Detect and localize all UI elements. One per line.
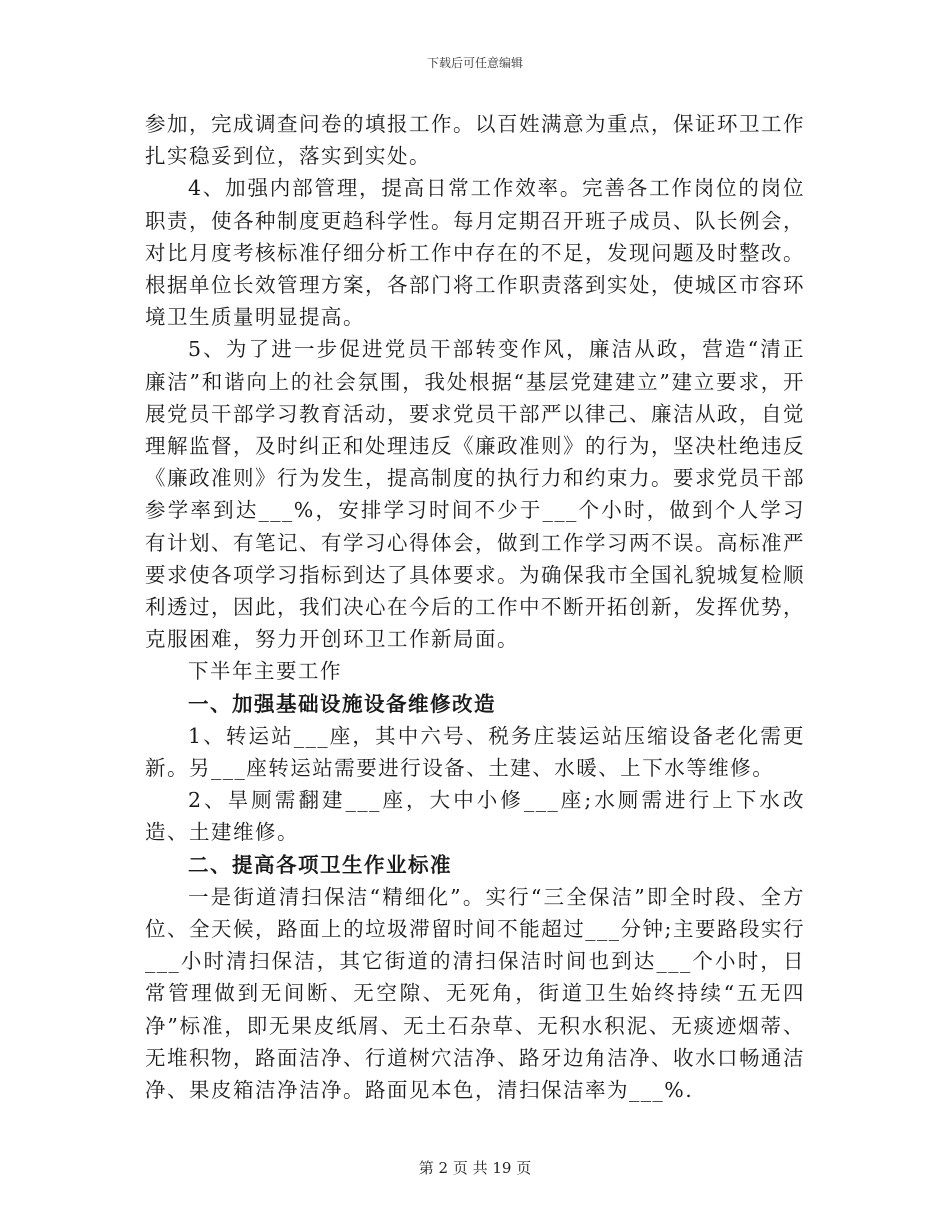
section-intro: 下半年主要工作 [188, 659, 342, 684]
paragraph-4: 1、转运站___座，其中六号、税务庄装运站压缩设备老化需更新。另___座转运站需要进行设备、土建、水暖、上下水等维修。 [145, 723, 805, 781]
paragraph-2: 4、加强内部管理，提高日常工作效率。完善各工作岗位的岗位职责，使各种制度更趋科学性。每月定期召开班子成员、队长例会，对比月度考核标准仔细分析工作中存在的不足，发现问题及时整改。根据单位长效管理方案，各部门将工作职责落到实处，使城区市容环境卫生质量明显提高。 [145, 176, 805, 330]
page-header: 下载后可任意编辑 [426, 56, 523, 70]
paragraph-5: 2、旱厕需翻建___座，大中小修___座;水厕需进行上下水改造、土建维修。 [145, 788, 805, 845]
paragraph-1: 参加，完成调查问卷的填报工作。以百姓满意为重点，保证环卫工作扎实稳妥到位，落实到实处。 [145, 112, 805, 169]
document-body [145, 108, 805, 1106]
paragraph-3: 5、为了进一步促进党员干部转变作风，廉洁从政，营造“清正廉洁”和谐向上的社会氛围，我处根据“基层党建建立”建立要求，开展党员干部学习教育活动，要求党员干部严以律己、廉洁从政，自觉理解监督，及时纠正和处理违反《廉政准则》的行为，坚决杜绝违反《廉政准则》行为发生，提高制度的执行力和约束力。要求党员干部参学率到达___%，安排学习时间不少于___个小时，做到个人学习有计划、有笔记、有学习心得体会，做到工作学习两不误。高标准严要求使各项学习指标到达了具体要求。为确保我市全国礼貌城复检顺利透过，因此，我们决心在今后的工作中不断开拓创新，发挥优势，克服困难，努力开创环卫工作新局面。 [145, 337, 805, 652]
paragraph-6: 一是街道清扫保洁“精细化”。实行“三全保洁”即全时段、全方位、全天候，路面上的垃圾滞留时间不能超过___分钟;主要路段实行___小时清扫保洁，其它街道的清扫保洁时间也到达___个小时，日常管理做到无间断、无空隙、无死角，街道卫生始终持续“五无四净”标准，即无果皮纸屑、无土石杂草、无积水积泥、无痰迹烟蒂、无堆积物，路面洁净、行道树穴洁净、路牙边角洁净、收水口畅通洁净、果皮箱洁净洁净。路面见本色，清扫保洁率为___%. [145, 884, 805, 1103]
section-heading-2: 二、提高各项卫生作业标准 [188, 852, 452, 877]
section-heading-1: 一、加强基础设施设备维修改造 [188, 691, 496, 716]
page-footer: 第 2 页 共 19 页 [418, 1159, 532, 1177]
